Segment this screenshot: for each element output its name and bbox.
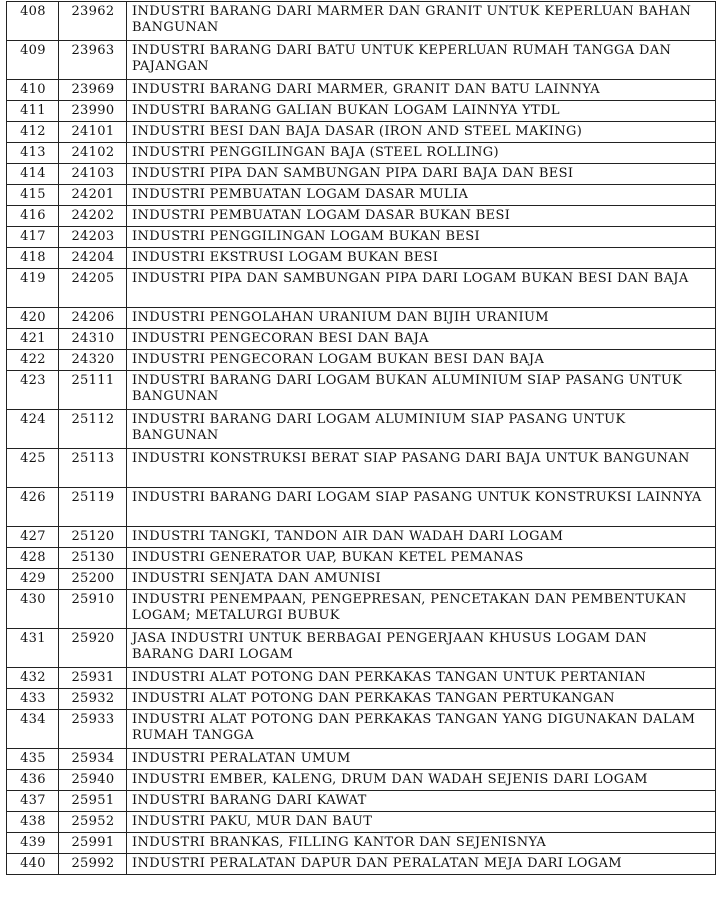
kbli-code: 25920 xyxy=(59,629,127,668)
row-number: 418 xyxy=(7,248,59,269)
table-row xyxy=(7,812,716,833)
row-number: 434 xyxy=(7,710,59,749)
kbli-code: 25113 xyxy=(59,449,127,488)
table-row xyxy=(7,143,716,164)
kbli-code: 24202 xyxy=(59,206,127,227)
kbli-code: 23963 xyxy=(59,41,127,80)
kbli-description: INDUSTRI PIPA DAN SAMBUNGAN PIPA DARI LOGAM BUKAN BESI DAN BAJA xyxy=(127,269,716,308)
kbli-description: INDUSTRI PERALATAN DAPUR DAN PERALATAN MEJA DARI LOGAM xyxy=(127,854,716,875)
table-row xyxy=(7,206,716,227)
kbli-code: 25952 xyxy=(59,812,127,833)
kbli-code: 25933 xyxy=(59,710,127,749)
row-number: 412 xyxy=(7,122,59,143)
kbli-description: INDUSTRI PERALATAN UMUM xyxy=(127,749,716,770)
kbli-code: 25931 xyxy=(59,668,127,689)
kbli-code: 25200 xyxy=(59,569,127,590)
table-row xyxy=(7,122,716,143)
row-number: 413 xyxy=(7,143,59,164)
table-row xyxy=(7,269,716,308)
table-row xyxy=(7,749,716,770)
kbli-description: INDUSTRI PENGECORAN BESI DAN BAJA xyxy=(127,329,716,350)
kbli-code: 23969 xyxy=(59,80,127,101)
table-row xyxy=(7,248,716,269)
table-row xyxy=(7,2,716,41)
kbli-code: 25119 xyxy=(59,488,127,527)
row-number: 414 xyxy=(7,164,59,185)
table-row xyxy=(7,371,716,410)
row-number: 438 xyxy=(7,812,59,833)
kbli-code: 25112 xyxy=(59,410,127,449)
kbli-code: 24310 xyxy=(59,329,127,350)
row-number: 429 xyxy=(7,569,59,590)
kbli-description: INDUSTRI BARANG DARI LOGAM BUKAN ALUMINIUM SIAP PASANG UNTUK BANGUNAN xyxy=(127,371,716,410)
kbli-code: 25932 xyxy=(59,689,127,710)
kbli-description: INDUSTRI BARANG DARI BATU UNTUK KEPERLUAN RUMAH TANGGA DAN PAJANGAN xyxy=(127,41,716,80)
row-number: 421 xyxy=(7,329,59,350)
row-number: 428 xyxy=(7,548,59,569)
kbli-description: INDUSTRI PEMBUATAN LOGAM DASAR BUKAN BESI xyxy=(127,206,716,227)
row-number: 417 xyxy=(7,227,59,248)
row-number: 426 xyxy=(7,488,59,527)
table-row xyxy=(7,41,716,80)
kbli-description: INDUSTRI TANGKI, TANDON AIR DAN WADAH DARI LOGAM xyxy=(127,527,716,548)
row-number: 419 xyxy=(7,269,59,308)
table-row xyxy=(7,350,716,371)
table-row xyxy=(7,101,716,122)
kbli-code: 25991 xyxy=(59,833,127,854)
kbli-description: INDUSTRI PENGOLAHAN URANIUM DAN BIJIH URANIUM xyxy=(127,308,716,329)
kbli-description: INDUSTRI KONSTRUKSI BERAT SIAP PASANG DARI BAJA UNTUK BANGUNAN xyxy=(127,449,716,488)
table-row xyxy=(7,527,716,548)
table-row xyxy=(7,689,716,710)
row-number: 424 xyxy=(7,410,59,449)
kbli-description: INDUSTRI PENGGILINGAN BAJA (STEEL ROLLING) xyxy=(127,143,716,164)
kbli-code: 24203 xyxy=(59,227,127,248)
row-number: 440 xyxy=(7,854,59,875)
kbli-description: INDUSTRI PENGECORAN LOGAM BUKAN BESI DAN BAJA xyxy=(127,350,716,371)
table-row xyxy=(7,854,716,875)
table-row xyxy=(7,668,716,689)
table-row xyxy=(7,629,716,668)
kbli-description: INDUSTRI BARANG GALIAN BUKAN LOGAM LAINNYA YTDL xyxy=(127,101,716,122)
kbli-code: 24205 xyxy=(59,269,127,308)
kbli-description: INDUSTRI PEMBUATAN LOGAM DASAR MULIA xyxy=(127,185,716,206)
kbli-code: 25130 xyxy=(59,548,127,569)
kbli-code: 24320 xyxy=(59,350,127,371)
kbli-code: 25111 xyxy=(59,371,127,410)
kbli-description: INDUSTRI EKSTRUSI LOGAM BUKAN BESI xyxy=(127,248,716,269)
row-number: 422 xyxy=(7,350,59,371)
kbli-description: INDUSTRI PIPA DAN SAMBUNGAN PIPA DARI BAJA DAN BESI xyxy=(127,164,716,185)
kbli-table-body xyxy=(7,2,716,875)
kbli-code: 24204 xyxy=(59,248,127,269)
kbli-description: INDUSTRI BARANG DARI MARMER, GRANIT DAN BATU LAINNYA xyxy=(127,80,716,101)
kbli-code: 23962 xyxy=(59,2,127,41)
row-number: 435 xyxy=(7,749,59,770)
row-number: 433 xyxy=(7,689,59,710)
table-row xyxy=(7,548,716,569)
kbli-code: 24101 xyxy=(59,122,127,143)
table-row xyxy=(7,770,716,791)
kbli-description: JASA INDUSTRI UNTUK BERBAGAI PENGERJAAN KHUSUS LOGAM DAN BARANG DARI LOGAM xyxy=(127,629,716,668)
kbli-description: INDUSTRI BESI DAN BAJA DASAR (IRON AND STEEL MAKING) xyxy=(127,122,716,143)
row-number: 425 xyxy=(7,449,59,488)
kbli-code: 25951 xyxy=(59,791,127,812)
table-row xyxy=(7,710,716,749)
kbli-code: 25940 xyxy=(59,770,127,791)
table-row xyxy=(7,791,716,812)
kbli-code: 23990 xyxy=(59,101,127,122)
row-number: 420 xyxy=(7,308,59,329)
row-number: 415 xyxy=(7,185,59,206)
kbli-description: INDUSTRI PENEMPAAN, PENGEPRESAN, PENCETAKAN DAN PEMBENTUKAN LOGAM; METALURGI BUBUK xyxy=(127,590,716,629)
kbli-description: INDUSTRI BARANG DARI KAWAT xyxy=(127,791,716,812)
row-number: 427 xyxy=(7,527,59,548)
row-number: 423 xyxy=(7,371,59,410)
table-row xyxy=(7,590,716,629)
kbli-code: 24201 xyxy=(59,185,127,206)
kbli-description: INDUSTRI SENJATA DAN AMUNISI xyxy=(127,569,716,590)
kbli-description: INDUSTRI PAKU, MUR DAN BAUT xyxy=(127,812,716,833)
row-number: 437 xyxy=(7,791,59,812)
kbli-code: 25120 xyxy=(59,527,127,548)
kbli-description: INDUSTRI PENGGILINGAN LOGAM BUKAN BESI xyxy=(127,227,716,248)
table-row xyxy=(7,329,716,350)
kbli-description: INDUSTRI BRANKAS, FILLING KANTOR DAN SEJENISNYA xyxy=(127,833,716,854)
table-row xyxy=(7,833,716,854)
table-row xyxy=(7,80,716,101)
kbli-description: INDUSTRI ALAT POTONG DAN PERKAKAS TANGAN YANG DIGUNAKAN DALAM RUMAH TANGGA xyxy=(127,710,716,749)
kbli-code: 24206 xyxy=(59,308,127,329)
row-number: 439 xyxy=(7,833,59,854)
table-row xyxy=(7,185,716,206)
row-number: 432 xyxy=(7,668,59,689)
kbli-description: INDUSTRI GENERATOR UAP, BUKAN KETEL PEMANAS xyxy=(127,548,716,569)
row-number: 410 xyxy=(7,80,59,101)
table-row xyxy=(7,569,716,590)
table-row xyxy=(7,488,716,527)
row-number: 430 xyxy=(7,590,59,629)
kbli-description: INDUSTRI EMBER, KALENG, DRUM DAN WADAH SEJENIS DARI LOGAM xyxy=(127,770,716,791)
kbli-code: 25934 xyxy=(59,749,127,770)
row-number: 436 xyxy=(7,770,59,791)
kbli-code: 24103 xyxy=(59,164,127,185)
kbli-description: INDUSTRI BARANG DARI LOGAM SIAP PASANG UNTUK KONSTRUKSI LAINNYA xyxy=(127,488,716,527)
row-number: 431 xyxy=(7,629,59,668)
kbli-code: 24102 xyxy=(59,143,127,164)
kbli-table xyxy=(6,1,716,875)
kbli-description: INDUSTRI BARANG DARI MARMER DAN GRANIT UNTUK KEPERLUAN BAHAN BANGUNAN xyxy=(127,2,716,41)
row-number: 416 xyxy=(7,206,59,227)
table-row xyxy=(7,449,716,488)
kbli-description: INDUSTRI ALAT POTONG DAN PERKAKAS TANGAN UNTUK PERTANIAN xyxy=(127,668,716,689)
table-row xyxy=(7,227,716,248)
kbli-code: 25992 xyxy=(59,854,127,875)
row-number: 411 xyxy=(7,101,59,122)
table-row xyxy=(7,410,716,449)
row-number: 409 xyxy=(7,41,59,80)
kbli-code: 25910 xyxy=(59,590,127,629)
kbli-description: INDUSTRI BARANG DARI LOGAM ALUMINIUM SIAP PASANG UNTUK BANGUNAN xyxy=(127,410,716,449)
kbli-description: INDUSTRI ALAT POTONG DAN PERKAKAS TANGAN PERTUKANGAN xyxy=(127,689,716,710)
table-row xyxy=(7,164,716,185)
table-row xyxy=(7,308,716,329)
row-number: 408 xyxy=(7,2,59,41)
